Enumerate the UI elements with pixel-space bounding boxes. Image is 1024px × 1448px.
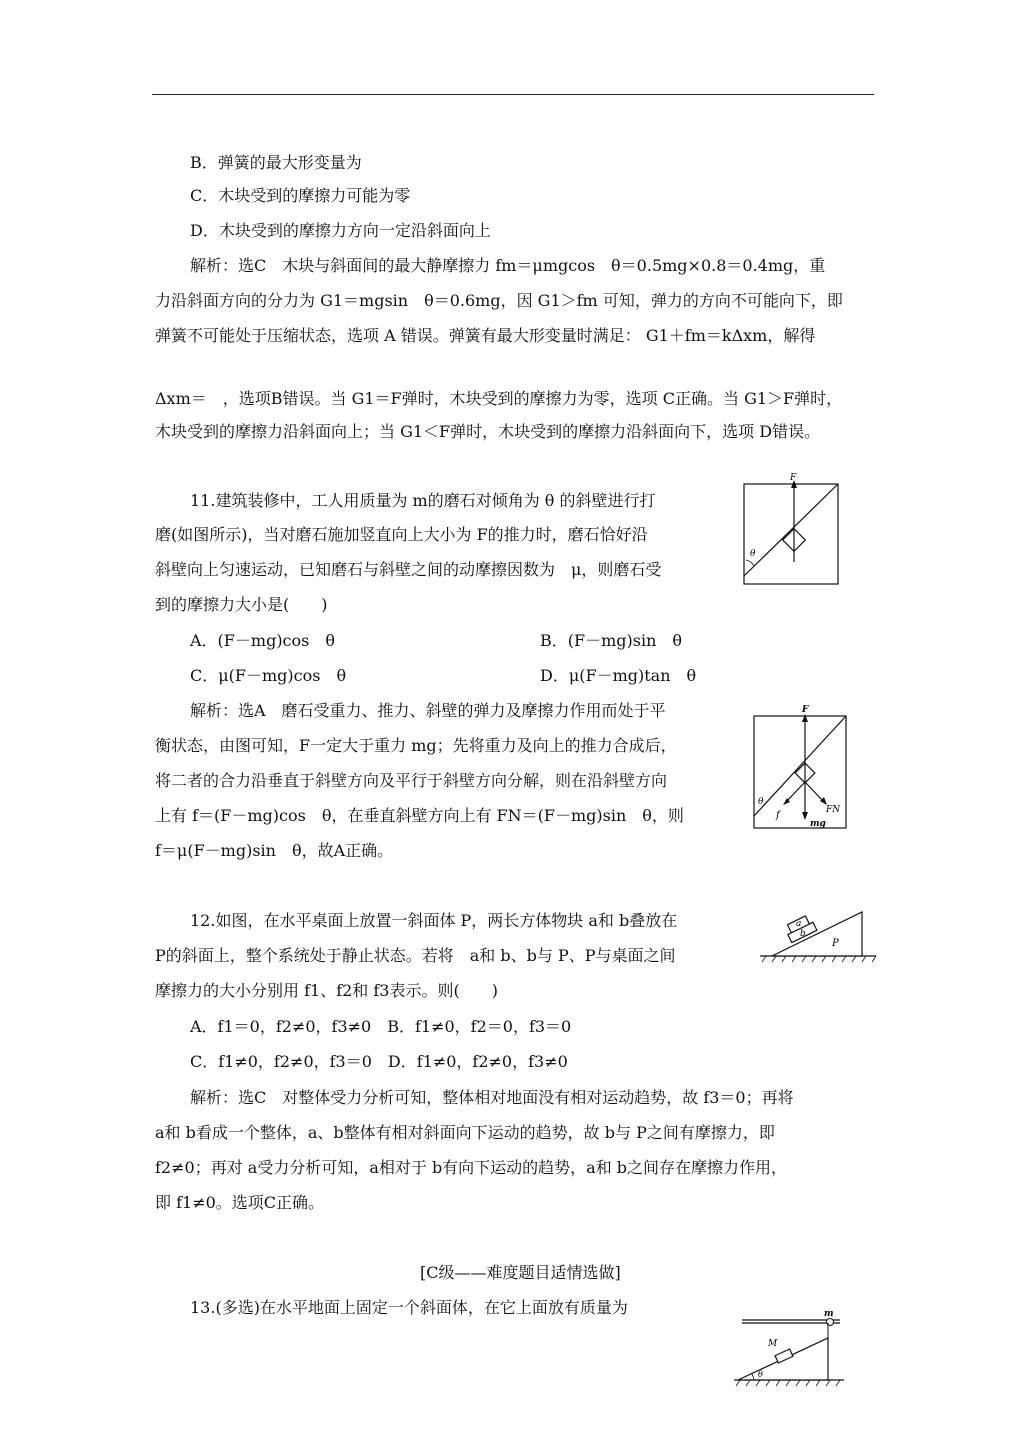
q10-option-d: D．木块受到的摩擦力方向一定沿斜面向上 bbox=[190, 221, 491, 240]
q11-analysis-line-5: f＝μ(F－mg)sin θ，故A正确。 bbox=[155, 841, 394, 860]
q11-option-d: D．μ(F－mg)tan θ bbox=[540, 666, 697, 685]
q12-stem-line-3: 摩擦力的大小分别用 f1、f2和 f3表示。则( ) bbox=[155, 981, 498, 1000]
q12-analysis-line-1: 解析：选C 对整体受力分析可知，整体相对地面没有相对运动趋势，故 f3＝0；再将 bbox=[190, 1088, 794, 1107]
q13-figure-incline-pulley bbox=[728, 1308, 848, 1390]
q11-stem-line-1: 11.建筑装修中，工人用质量为 m的磨石对倾角为 θ 的斜壁进行打 bbox=[190, 491, 656, 510]
label-F: F bbox=[802, 705, 809, 715]
label-P: P bbox=[832, 938, 839, 949]
ground-hatching bbox=[736, 1380, 840, 1386]
inclined-wall bbox=[754, 716, 846, 816]
q12-analysis-line-3: f2≠0；再对 a受力分析可知，a相对于 b有向下运动的趋势，a和 b之间存在摩擦力作用， bbox=[155, 1158, 788, 1177]
q11-figure-force-analysis bbox=[752, 702, 848, 832]
q11-analysis-line-4: 上有 f＝(F－mg)cos θ，在垂直斜壁方向上有 FN＝(F－mg)sin θ，则 bbox=[155, 806, 684, 825]
slope-P bbox=[772, 912, 862, 956]
label-F: F bbox=[790, 473, 797, 483]
label-mg: mg bbox=[810, 819, 826, 829]
q11-analysis-line-3: 将二者的合力沿垂直于斜壁方向及平行于斜壁方向分解，则在沿斜壁方向 bbox=[155, 771, 668, 790]
label-theta: θ bbox=[750, 549, 756, 559]
q12-analysis-line-4: 即 f1≠0。选项C正确。 bbox=[155, 1193, 325, 1212]
q10-analysis-line-1: 解析：选C 木块与斜面间的最大静摩擦力 fm＝μmgcos θ＝0.5mg×0.8＝0.4mg，重 bbox=[190, 256, 826, 275]
q12-options-ab: A．f1＝0，f2≠0，f3≠0 B．f1≠0，f2＝0，f3＝0 bbox=[190, 1017, 572, 1036]
label-m: m bbox=[824, 1309, 834, 1319]
q11-stem-line-4: 到的摩擦力大小是( ) bbox=[155, 595, 328, 614]
ground-hatching bbox=[762, 956, 876, 962]
q12-analysis-line-2: a和 b看成一个整体，a、b整体有相对斜面向下运动的趋势，故 b与 P之间有摩擦力，即 bbox=[155, 1123, 775, 1142]
q11-stem-line-3: 斜壁向上匀速运动，已知磨石与斜壁之间的动摩擦因数为 μ，则磨石受 bbox=[155, 560, 662, 579]
q12-stem-line-2: P的斜面上，整个系统处于静止状态。若将 a和 b、b与 P、P与桌面之间 bbox=[155, 946, 676, 965]
q11-option-b: B．(F－mg)sin θ bbox=[540, 631, 683, 650]
label-theta: θ bbox=[758, 1370, 763, 1379]
q11-figure-grinding-stone bbox=[742, 470, 842, 588]
inclined-wall bbox=[744, 484, 838, 576]
q10-option-b: B．弹簧的最大形变量为 bbox=[190, 153, 362, 172]
q11-analysis-line-1: 解析：选A 磨石受重力、推力、斜壁的弹力及摩擦力作用而处于平 bbox=[190, 701, 666, 720]
angle-arc bbox=[746, 560, 754, 566]
label-f: f bbox=[776, 810, 780, 821]
force-FN-arrow bbox=[805, 782, 824, 802]
q12-figure-incline bbox=[758, 906, 878, 964]
q11-stem-line-2: 磨(如图所示)，当对磨石施加竖直向上大小为 F的推力时，磨石恰好沿 bbox=[155, 525, 648, 544]
arrow-head-icon bbox=[802, 812, 808, 820]
label-b: b bbox=[800, 929, 806, 939]
q11-option-a: A．(F－mg)cos θ bbox=[190, 631, 335, 650]
q10-analysis-line-3: 弹簧不可能处于压缩状态，选项 A 错误。弹簧有最大形变量时满足： G1＋fm＝kΔxm，解得 bbox=[155, 326, 816, 345]
header-rule bbox=[152, 94, 874, 95]
label-M: M bbox=[768, 1339, 778, 1349]
label-a: a bbox=[796, 919, 802, 929]
label-FN: FN bbox=[826, 805, 841, 815]
q10-option-c: C．木块受到的摩擦力可能为零 bbox=[190, 186, 411, 205]
q10-analysis-line-4: Δxm＝ ，选项B错误。当 G1＝F弹时，木块受到的摩擦力为零，选项 C正确。当 G1＞F弹时， bbox=[155, 389, 843, 408]
q12-options-cd: C．f1≠0，f2≠0，f3＝0 D．f1≠0，f2≠0，f3≠0 bbox=[190, 1052, 568, 1071]
q11-option-c: C．μ(F－mg)cos θ bbox=[190, 666, 347, 685]
arrow-head-icon bbox=[802, 714, 808, 722]
section-title: [C级——难度题目适情选做] bbox=[420, 1263, 621, 1282]
q11-analysis-line-2: 衡状态，由图可知，F一定大于重力 mg；先将重力及向上的推力合成后， bbox=[155, 736, 677, 755]
force-f-arrow bbox=[786, 782, 805, 802]
q13-stem-line-1: 13.(多选)在水平地面上固定一个斜面体，在它上面放有质量为 bbox=[190, 1298, 628, 1317]
q12-stem-line-1: 12.如图，在水平桌面上放置一斜面体 P，两长方体物块 a和 b叠放在 bbox=[190, 911, 678, 930]
q10-analysis-line-2: 力沿斜面方向的分力为 G1＝mgsin θ＝0.6mg，因 G1＞fm 可知，弹力的方向不可能向下，即 bbox=[155, 291, 843, 310]
label-theta: θ bbox=[758, 797, 764, 807]
q10-analysis-line-5: 木块受到的摩擦力沿斜面向上；当 G1＜F弹时，木块受到的摩擦力沿斜面向下，选项 D错误。 bbox=[155, 422, 821, 441]
